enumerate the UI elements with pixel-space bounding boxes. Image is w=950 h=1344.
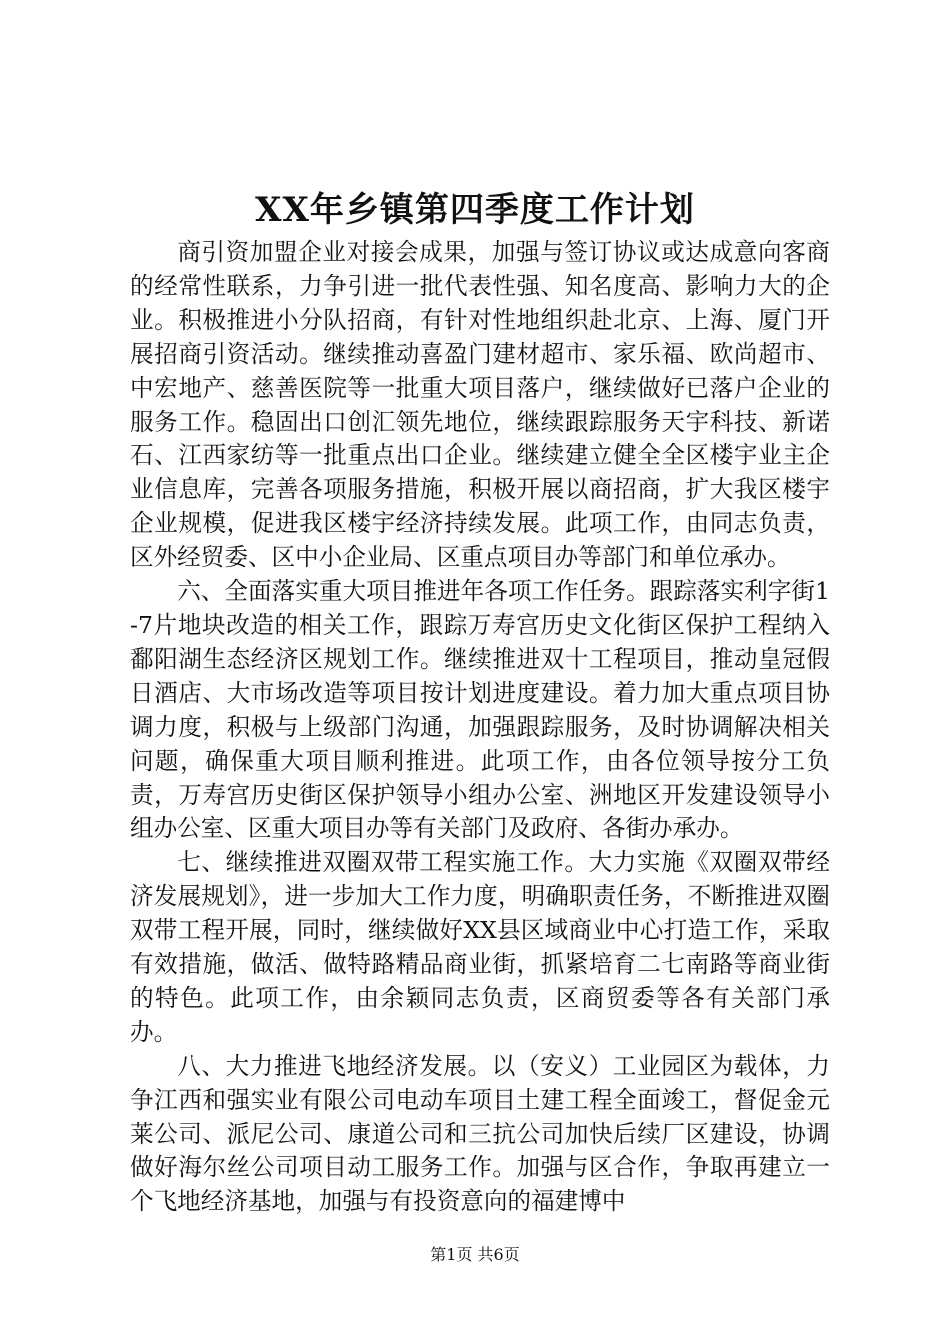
paragraph-investment: 商引资加盟企业对接会成果，加强与签订协议或达成意向客商的经常性联系，力争引进一批代表性强、知名度高、影响力大的企业。积极推进小分队招商，有针对性地组织赴北京、上海、厦门开展招商引资活动。继续推动喜盈门建材超市、家乐福、欧尚超市、中宏地产、慈善医院等一批重大项目落户，继续做好已落户企业的服务工作。稳固出口创汇领先地位，继续跟踪服务天宇科技、新诺石、江西家纺等一批重点出口企业。继续建立健全全区楼宇业主企业信息库，完善各项服务措施，积极开展以商招商，扩大我区楼宇企业规模，促进我区楼宇经济持续发展。此项工作，由同志负责，区外经贸委、区中小企业局、区重点项目办等部门和单位承办。 [130,238,830,572]
paragraph-section-seven: 七、继续推进双圈双带工程实施工作。大力实施《双圈双带经济发展规划》，进一步加大工作力度，明确职责任务，不断推进双圈双带工程开展，同时，继续做好XX县区域商业中心打造工作，采取有效措施，做活、做特路精品商业街，抓紧培育二七南路等商业街的特色。此项工作，由余颖同志负责，区商贸委等各有关部门承办。 [130,848,830,1046]
paragraph-section-six: 六、全面落实重大项目推进年各项工作任务。跟踪落实利字街1-7片地块改造的相关工作，跟踪万寿宫历史文化街区保护工程纳入鄱阳湖生态经济区规划工作。继续推进双十工程项目，推动皇冠假日酒店、大市场改造等项目按计划进度建设。着力加大重点项目协调力度，积极与上级部门沟通，加强跟踪服务，及时协调解决相关问题，确保重大项目顺利推进。此项工作，由各位领导按分工负责，万寿宫历史街区保护领导小组办公室、洲地区开发建设领导小组办公室、区重大项目办等有关部门及政府、各街办承办。 [130,577,830,843]
document-title: XX年乡镇第四季度工作计划 [255,190,695,230]
paragraph-section-eight: 八、大力推进飞地经济发展。以（安义）工业园区为载体，力争江西和强实业有限公司电动车项目土建工程全面竣工，督促金元莱公司、派尼公司、康道公司和三抗公司加快后续厂区建设，协调做好海尔丝公司项目动工服务工作。加强与区合作，争取再建立一个飞地经济基地，加强与有投资意向的福建博中 [130,1051,830,1216]
document-body [130,236,830,1219]
page-footer: 第1页 共6页 [430,1245,520,1264]
